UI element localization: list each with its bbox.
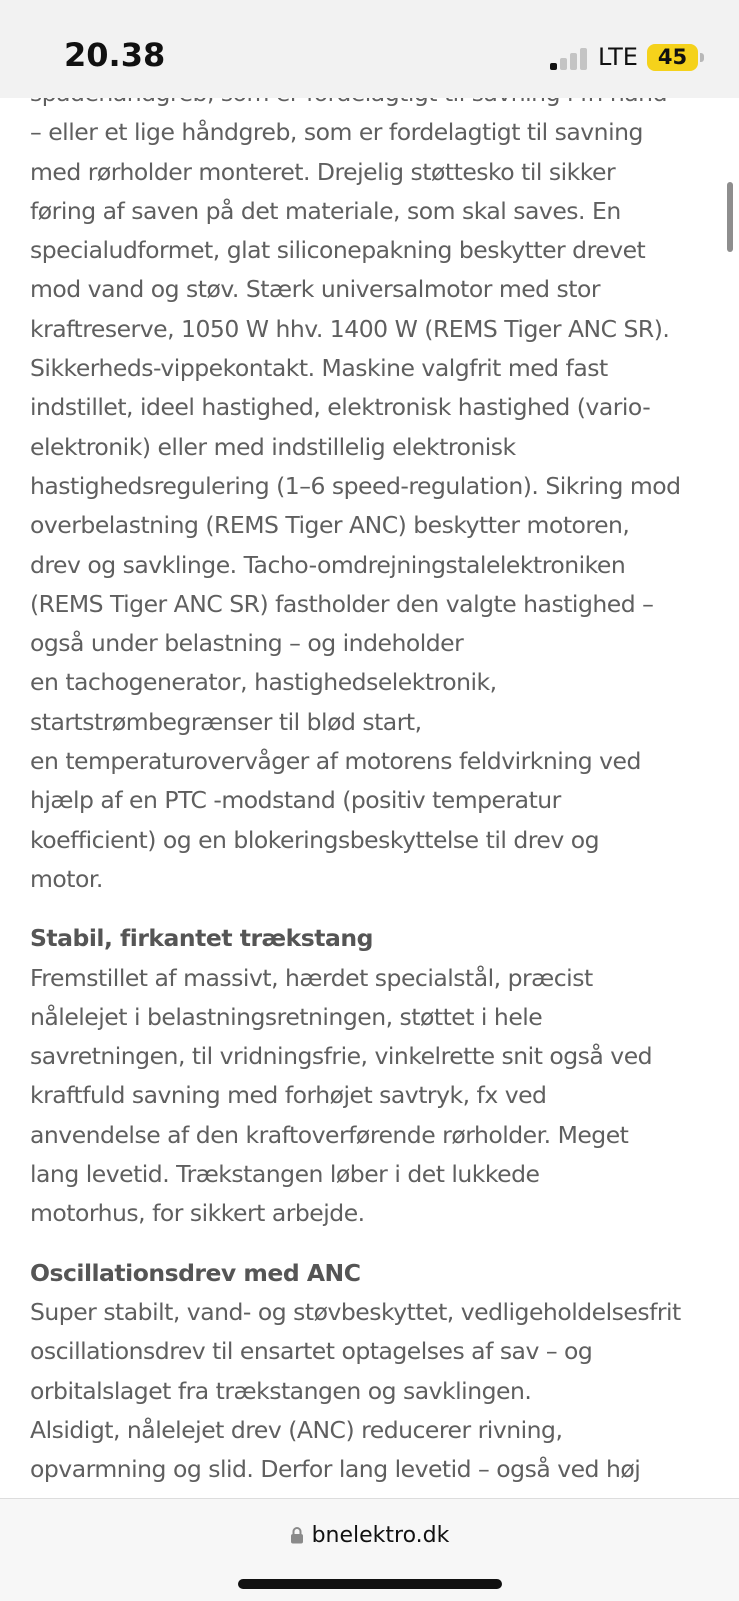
paragraph-motor [30,74,730,899]
battery-tip-icon [700,53,704,62]
text-line: kraftreserve, 1050 W hhv. 1400 W (REMS Tiger ANC SR). [30,314,670,343]
text-line: hjælp af en PTC -modstand (positiv temperatur [30,786,561,815]
text-line: opvarmning og slid. Derfor lang levetid – også ved høj [30,1455,641,1484]
text-line: drev og savklinge. Tacho-omdrejningstalelektroniken [30,550,626,579]
text-line: med rørholder monteret. Drejelig støttesko til sikker [30,157,616,186]
text-line: en tachogenerator, hastighedselektronik, [30,668,497,697]
paragraph-traekstang [30,959,730,1234]
url-text: bnelektro.dk [311,1523,450,1548]
signal-bar [580,48,587,70]
signal-bar [560,58,567,70]
text-line: Fremstillet af massivt, hærdet specialstål, præcist [30,963,593,992]
text-line: orbitalslaget fra trækstangen og savklingen. [30,1376,532,1405]
text-line: nålelejet i belastningsretningen, støttet i hele [30,1002,543,1031]
text-line: motorhus, for sikkert arbejde. [30,1199,365,1228]
battery-level: 45 [657,45,688,69]
text-line: Alsidigt, nålelejet drev (ANC) reducerer rivning, [30,1415,563,1444]
text-line: kraftfuld savning med forhøjet savtryk, fx ved [30,1081,547,1110]
signal-bar [550,63,557,70]
text-line: koefficient) og en blokeringsbeskyttelse til drev og [30,825,600,854]
text-line: startstrømbegrænser til blød start, [30,707,422,736]
text-line: oscillationsdrev til ensartet optagelses af sav – og [30,1337,593,1366]
status-time: 20.38 [64,36,166,74]
text-line: en temperaturovervåger af motorens feldvirkning ved [30,747,641,776]
paragraph-oscillationsdrev [30,1293,730,1489]
heading-oscillationsdrev: Oscillationsdrev med ANC [30,1258,361,1287]
text-line: savretningen, til vridningsfrie, vinkelrette snit også ved [30,1042,653,1071]
text-line: også under belastning – og indeholder [30,629,464,658]
text-line: mod vand og støv. Stærk universalmotor med stor [30,275,601,304]
text-line: overbelastning (REMS Tiger ANC) beskytter motoren, [30,511,630,540]
signal-bar [570,53,577,70]
lock-icon [290,1525,304,1550]
scrollbar-thumb[interactable] [727,182,733,252]
text-line: motor. [30,864,103,893]
status-bar [0,0,739,98]
text-line: – eller et lige håndgreb, som er fordelagtigt til savning [30,118,643,147]
text-line: lang levetid. Trækstangen løber i det lukkede [30,1160,540,1189]
text-line: specialudformet, glat siliconepakning beskytter drevet [30,236,646,265]
signal-strength-icon [550,46,590,70]
article-text [30,74,730,1489]
text-line: Super stabilt, vand- og støvbeskyttet, vedligeholdelsesfrit [30,1297,681,1326]
network-type: LTE [598,43,638,71]
address-bar[interactable] [0,1523,739,1550]
text-line: (REMS Tiger ANC SR) fastholder den valgte hastighed – [30,589,654,618]
browser-bottom-bar [0,1498,739,1601]
battery-icon [647,44,698,71]
heading-traekstang: Stabil, firkantet trækstang [30,924,373,953]
text-line: elektronik) eller med indstillelig elektronisk [30,432,516,461]
home-indicator[interactable] [238,1579,502,1589]
text-line: føring af saven på det materiale, som skal saves. En [30,196,621,225]
text-line: hastighedsregulering (1–6 speed-regulation). Sikring mod [30,471,681,500]
text-line: anvendelse af den kraftoverførende rørholder. Meget [30,1120,629,1149]
text-line: indstillet, ideel hastighed, elektronisk hastighed (vario- [30,393,651,422]
text-line: Sikkerheds-vippekontakt. Maskine valgfrit med fast [30,354,608,383]
